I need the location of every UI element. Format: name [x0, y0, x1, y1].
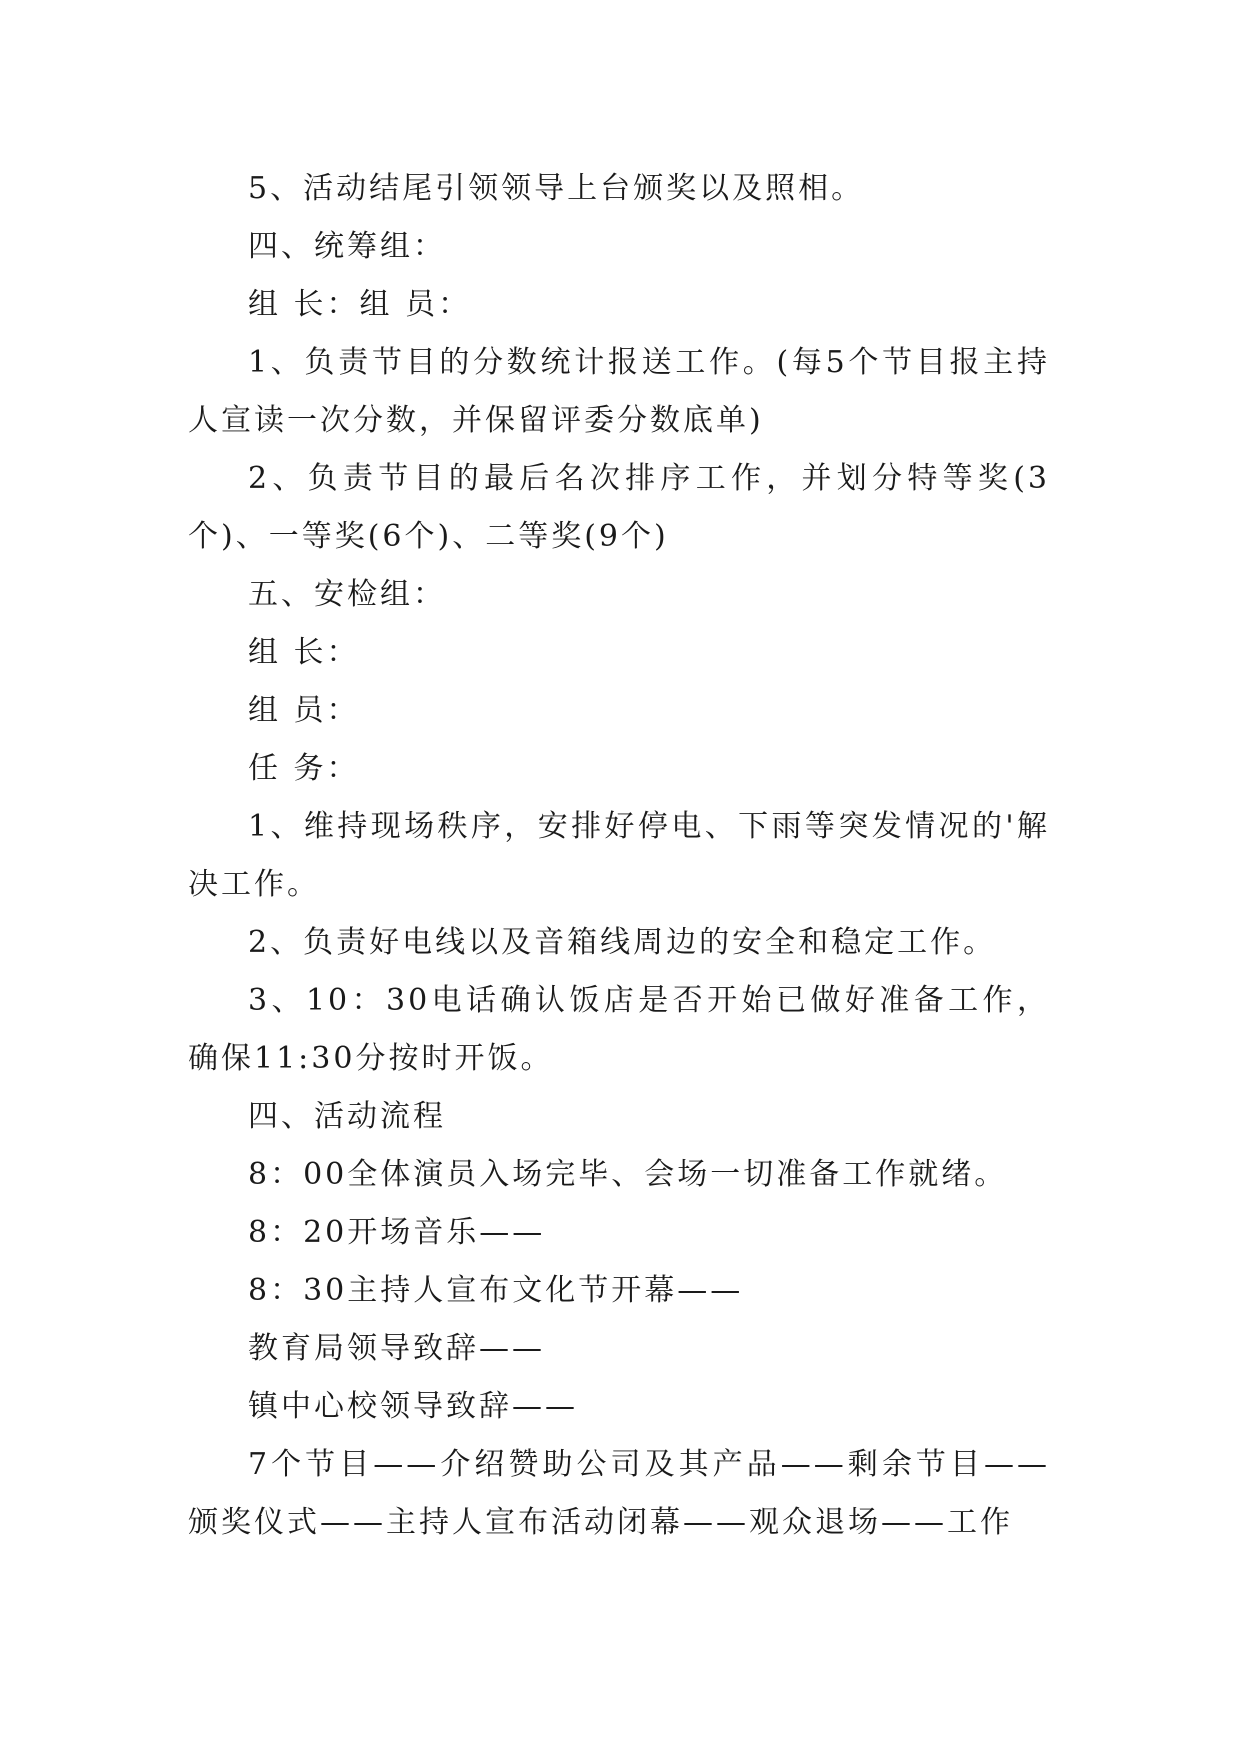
security-group-tasks: 任 务：	[248, 751, 360, 786]
flow-item-programs: 7个节目——介绍赞助公司及其产品——剩余节目——颁奖仪式——主持人宣布活动闭幕——观众退场——工作	[188, 1447, 1050, 1540]
security-group-members: 组 员：	[248, 693, 360, 728]
paragraph-restaurant-confirm: 3、10：30电话确认饭店是否开始已做好准备工作，确保11:30分按时开饭。	[188, 983, 1050, 1076]
heading-event-flow: 四、活动流程	[248, 1099, 446, 1134]
heading-security-group: 五、安检组：	[248, 577, 446, 612]
paragraph-award-ceremony: 5、活动结尾引领领导上台颁奖以及照相。	[248, 171, 865, 206]
paragraph-cable-safety: 2、负责好电线以及音箱线周边的安全和稳定工作。	[248, 925, 997, 960]
flow-item-0820: 8：20开场音乐——	[248, 1215, 546, 1250]
document-body	[188, 160, 1050, 1552]
flow-item-0830: 8：30主持人宣布文化节开幕——	[248, 1273, 744, 1308]
flow-item-0800: 8：00全体演员入场完毕、会场一切准备工作就绪。	[248, 1157, 1008, 1192]
flow-item-education-bureau-speech: 教育局领导致辞——	[248, 1331, 545, 1366]
paragraph-maintain-order: 1、维持现场秩序，安排好停电、下雨等突发情况的'解决工作。	[188, 809, 1050, 902]
heading-coordination-group: 四、统筹组：	[248, 229, 446, 264]
paragraph-score-statistics: 1、负责节目的分数统计报送工作。(每5个节目报主持人宣读一次分数，并保留评委分数底单)	[188, 345, 1050, 438]
security-group-leader: 组 长：	[248, 635, 360, 670]
coordination-group-members: 组 长：组 员：	[248, 287, 472, 322]
flow-item-town-school-speech: 镇中心校领导致辞——	[248, 1389, 578, 1424]
paragraph-ranking: 2、负责节目的最后名次排序工作，并划分特等奖(3个)、一等奖(6个)、二等奖(9个)	[188, 461, 1050, 554]
